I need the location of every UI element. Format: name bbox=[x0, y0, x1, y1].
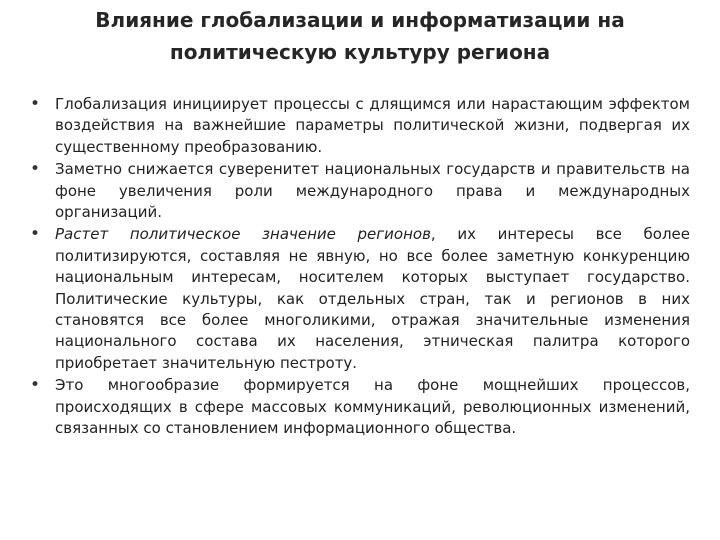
slide-title bbox=[40, 4, 680, 68]
bullet-list bbox=[30, 94, 690, 441]
title-line-2: политическую культуру региона bbox=[169, 40, 551, 64]
bullet-text: Это многообразие формируется на фоне мощнейших процессов, происходящих в сфере массовых коммуникаций, революционных изменений, связанных со становлением информационного общества. bbox=[55, 376, 690, 438]
bullet-dot-icon: • bbox=[30, 375, 41, 396]
bullet-dot-icon: • bbox=[30, 159, 41, 180]
bullet-italic-lead: Растет политическое значение регионов bbox=[55, 225, 431, 244]
bullet-text: Заметно снижается суверенитет национальных государств и правительств на фоне увеличения роли международного права и международных организаций. bbox=[55, 160, 690, 222]
bullet-text-rest: , их интересы все более политизируются, составляя не явную, но все более заметную конкуренцию национальным интересам, носителем которых выступает государство. Политические культуры, как отдельных стран, так и регионов в них становятся все более многоликими, отражая значительные изменения национального состава их населения, этническая палитра которого приобретает значительную пестроту. bbox=[55, 225, 690, 372]
bullet-item-globalization bbox=[30, 94, 690, 158]
title-line-1: Влияние глобализации и информатизации на bbox=[95, 8, 625, 32]
bullet-item-communications bbox=[30, 375, 690, 439]
bullet-dot-icon: • bbox=[30, 94, 41, 114]
bullet-item-regions bbox=[30, 224, 690, 374]
bullet-text: Глобализация инициирует процессы с длящимся или нарастающим эффектом воздействия на важнейшие параметры политической жизни, подвергая их существенному преобразованию. bbox=[55, 95, 690, 156]
bullet-item-sovereignty bbox=[30, 159, 690, 223]
bullet-text bbox=[55, 224, 690, 374]
bullet-dot-icon: • bbox=[30, 224, 41, 245]
